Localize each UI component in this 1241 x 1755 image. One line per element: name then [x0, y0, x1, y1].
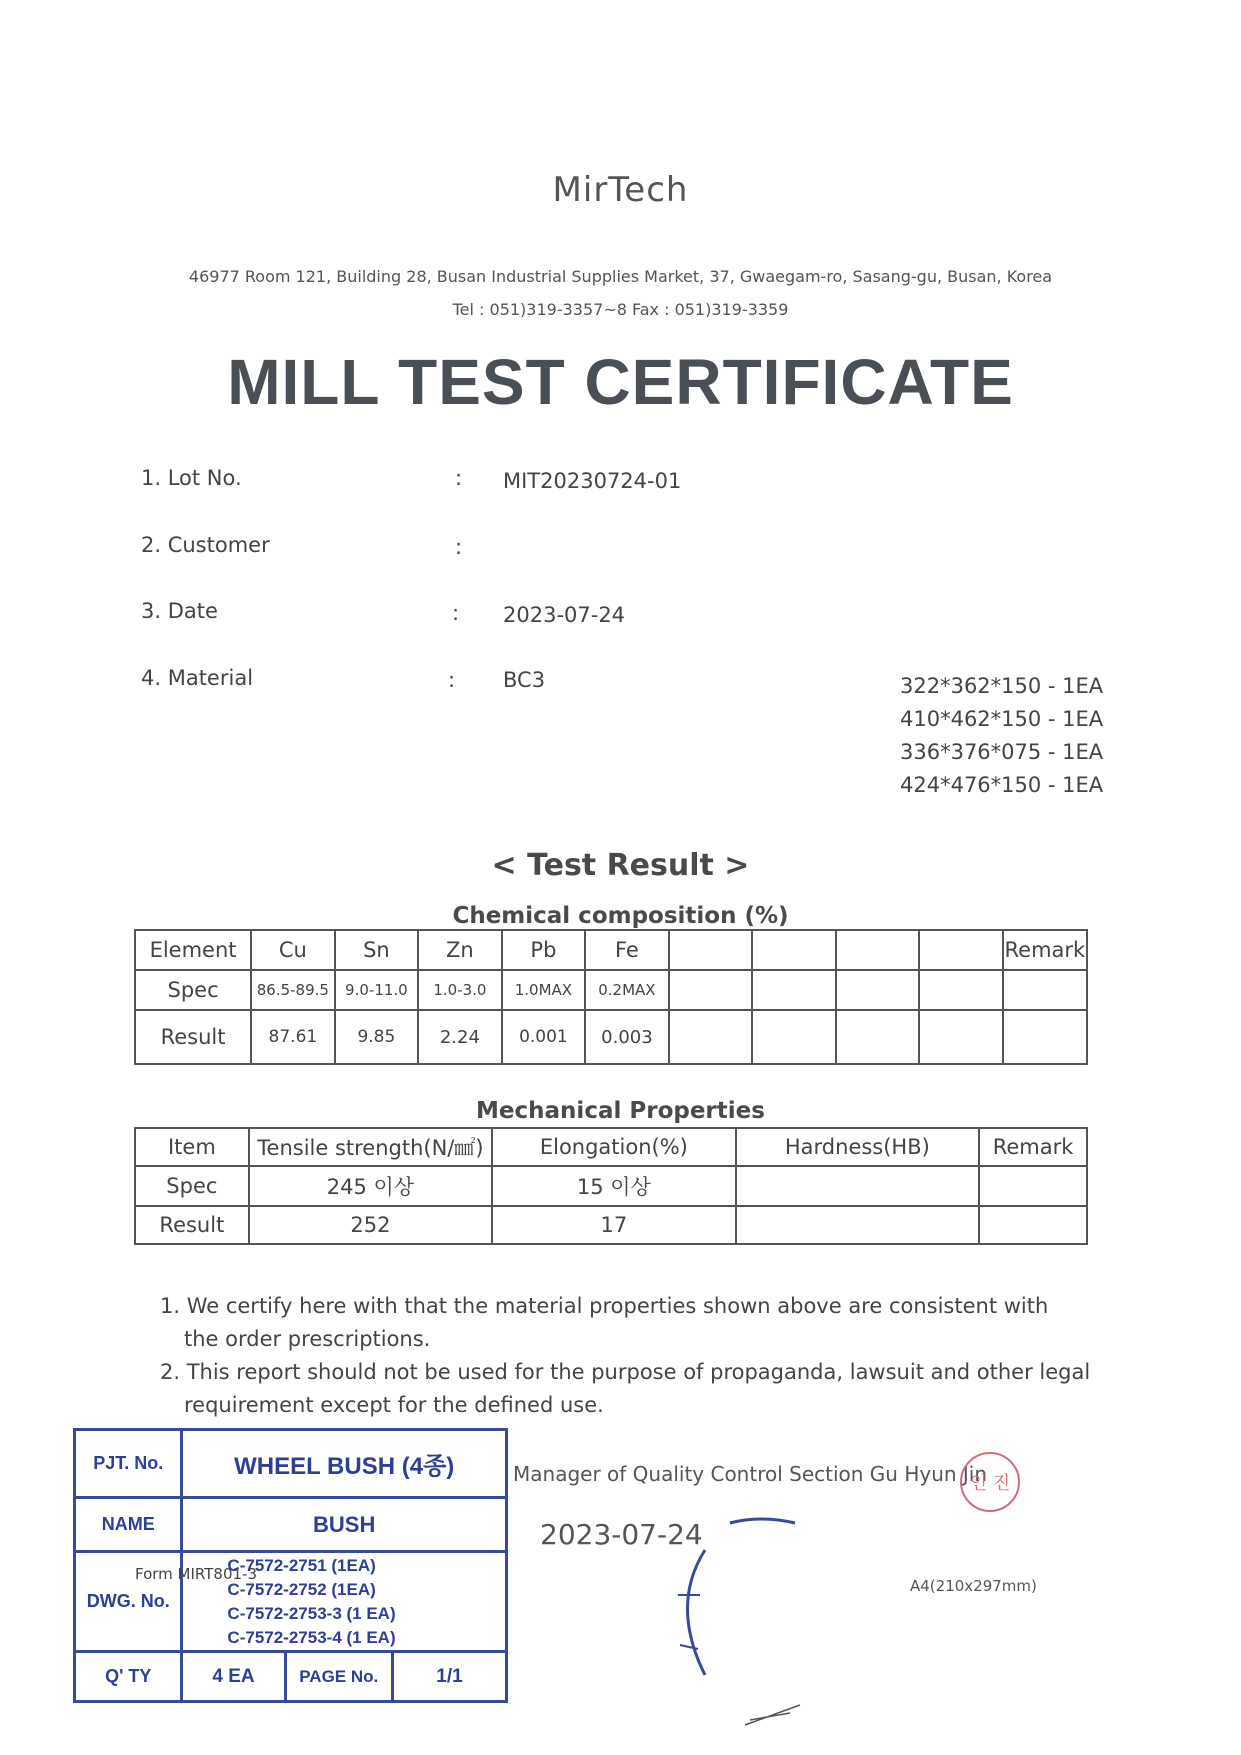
- dwg-entry: C-7572-2753-4 (1 EA): [227, 1627, 396, 1647]
- table-cell: 1.0MAX: [502, 970, 586, 1010]
- table-cell: [752, 1010, 836, 1064]
- table-cell: Pb: [502, 930, 586, 970]
- table-row: [135, 1128, 1087, 1166]
- table-cell: [836, 970, 920, 1010]
- table-cell: [752, 930, 836, 970]
- stamp-label: DWG. No.: [75, 1552, 182, 1652]
- red-seal-icon: [955, 1447, 1025, 1517]
- stamp-value: WHEEL BUSH (4종): [182, 1430, 507, 1498]
- table-row: [135, 1206, 1087, 1244]
- table-cell: [979, 1206, 1087, 1244]
- table-cell: Elongation(%): [492, 1128, 736, 1166]
- material-colon: :: [448, 668, 456, 692]
- table-cell: 9.85: [335, 1010, 419, 1064]
- table-cell: [1003, 1010, 1087, 1064]
- table-cell: 252: [249, 1206, 492, 1244]
- table-cell: [979, 1166, 1087, 1206]
- dimension-line: 336*376*075 - 1EA: [900, 740, 1104, 764]
- table-row: [75, 1652, 507, 1702]
- date-colon: :: [452, 601, 460, 625]
- quality-manager: Manager of Quality Control Section Gu Hyun Jin: [513, 1462, 988, 1486]
- dimension-line: 410*462*150 - 1EA: [900, 707, 1104, 731]
- table-cell: Result: [135, 1010, 251, 1064]
- customer-colon: :: [455, 535, 463, 559]
- table-cell: Zn: [418, 930, 502, 970]
- chemical-title: Chemical composition (%): [452, 903, 789, 929]
- table-cell: [752, 970, 836, 1010]
- stamp-label: NAME: [75, 1498, 182, 1552]
- table-cell: 1.0-3.0: [418, 970, 502, 1010]
- note-line: requirement except for the defined use.: [184, 1393, 604, 1417]
- dwg-entry: C-7572-2751 (1EA): [227, 1555, 376, 1575]
- table-cell: Tensile strength(N/㎟): [249, 1128, 492, 1166]
- lot-no-colon: :: [455, 466, 463, 490]
- table-cell: [919, 930, 1003, 970]
- table-cell: 2.24: [418, 1010, 502, 1064]
- mechanical-table: [134, 1127, 1088, 1245]
- stamp-label: PJT. No.: [75, 1430, 182, 1498]
- dwg-entry: C-7572-2752 (1EA): [227, 1579, 376, 1599]
- material-label: 4. Material: [141, 666, 254, 690]
- company-address: 46977 Room 121, Building 28, Busan Industrial Supplies Market, 37, Gwaegam-ro, Sasang-gu, Busan, Korea: [188, 267, 1053, 286]
- mechanical-title: Mechanical Properties: [476, 1098, 765, 1124]
- note-line: the order prescriptions.: [184, 1327, 431, 1351]
- table-row: [75, 1430, 507, 1498]
- certification-notes: [160, 1290, 1090, 1422]
- table-cell: [736, 1166, 979, 1206]
- dwg-entry: C-7572-2753-3 (1 EA): [227, 1603, 396, 1623]
- table-cell: Sn: [335, 930, 419, 970]
- table-cell: Item: [135, 1128, 249, 1166]
- stamp-value: 4 EA: [182, 1652, 285, 1702]
- table-cell: 0.001: [502, 1010, 586, 1064]
- table-cell: 87.61: [251, 1010, 335, 1064]
- stamp-label: Q' TY: [75, 1652, 182, 1702]
- lot-no-value: MIT20230724-01: [503, 469, 682, 493]
- company-name: MirTech: [552, 170, 689, 210]
- table-cell: [669, 970, 753, 1010]
- signature-date: 2023-07-24: [540, 1518, 703, 1551]
- table-cell: Spec: [135, 1166, 249, 1206]
- form-number: Form MIRT801-3: [135, 1565, 257, 1583]
- stamp-value: BUSH: [182, 1498, 507, 1552]
- customer-label: 2. Customer: [141, 533, 270, 557]
- table-cell: [836, 930, 920, 970]
- document-title: MILL TEST CERTIFICATE: [227, 346, 1014, 418]
- chemical-table: [134, 929, 1088, 1065]
- table-cell: [836, 1010, 920, 1064]
- paper-size: A4(210x297mm): [910, 1577, 1037, 1595]
- table-cell: [736, 1206, 979, 1244]
- table-row: [135, 970, 1087, 1010]
- table-cell: [669, 930, 753, 970]
- table-cell: [669, 1010, 753, 1064]
- note-line: 1. We certify here with that the material properties shown above are consistent with: [160, 1294, 1049, 1318]
- table-row: [135, 930, 1087, 970]
- company-contact: Tel : 051)319-3357~8 Fax : 051)319-3359: [452, 300, 789, 319]
- test-result-title: < Test Result >: [491, 848, 750, 883]
- table-cell: Remark: [979, 1128, 1087, 1166]
- table-cell: Remark: [1003, 930, 1087, 970]
- table-cell: [919, 1010, 1003, 1064]
- table-cell: 17: [492, 1206, 736, 1244]
- table-cell: 0.2MAX: [585, 970, 669, 1010]
- table-row: [135, 1166, 1087, 1206]
- signature-icon: [660, 1515, 830, 1730]
- table-cell: 15 이상: [492, 1166, 736, 1206]
- date-label: 3. Date: [141, 599, 218, 623]
- table-cell: 245 이상: [249, 1166, 492, 1206]
- material-value: BC3: [503, 668, 546, 692]
- date-value: 2023-07-24: [503, 603, 626, 627]
- table-cell: Element: [135, 930, 251, 970]
- table-cell: Fe: [585, 930, 669, 970]
- note-line: 2. This report should not be used for the purpose of propaganda, lawsuit and other legal: [160, 1360, 1091, 1384]
- table-cell: Hardness(HB): [736, 1128, 979, 1166]
- seal-text: 인 진: [969, 1473, 1011, 1494]
- lot-no-label: 1. Lot No.: [141, 466, 242, 490]
- table-row: [75, 1498, 507, 1552]
- table-cell: Spec: [135, 970, 251, 1010]
- table-cell: [919, 970, 1003, 1010]
- table-cell: Cu: [251, 930, 335, 970]
- table-row: [135, 1010, 1087, 1064]
- table-cell: 86.5-89.5: [251, 970, 335, 1010]
- material-dimensions: [900, 670, 1103, 802]
- stamp-label: PAGE No.: [285, 1652, 392, 1702]
- table-cell: 9.0-11.0: [335, 970, 419, 1010]
- dimension-line: 322*362*150 - 1EA: [900, 674, 1104, 698]
- dimension-line: 424*476*150 - 1EA: [900, 773, 1104, 797]
- stamp-value: 1/1: [392, 1652, 506, 1702]
- table-cell: Result: [135, 1206, 249, 1244]
- table-cell: [1003, 970, 1087, 1010]
- table-cell: 0.003: [585, 1010, 669, 1064]
